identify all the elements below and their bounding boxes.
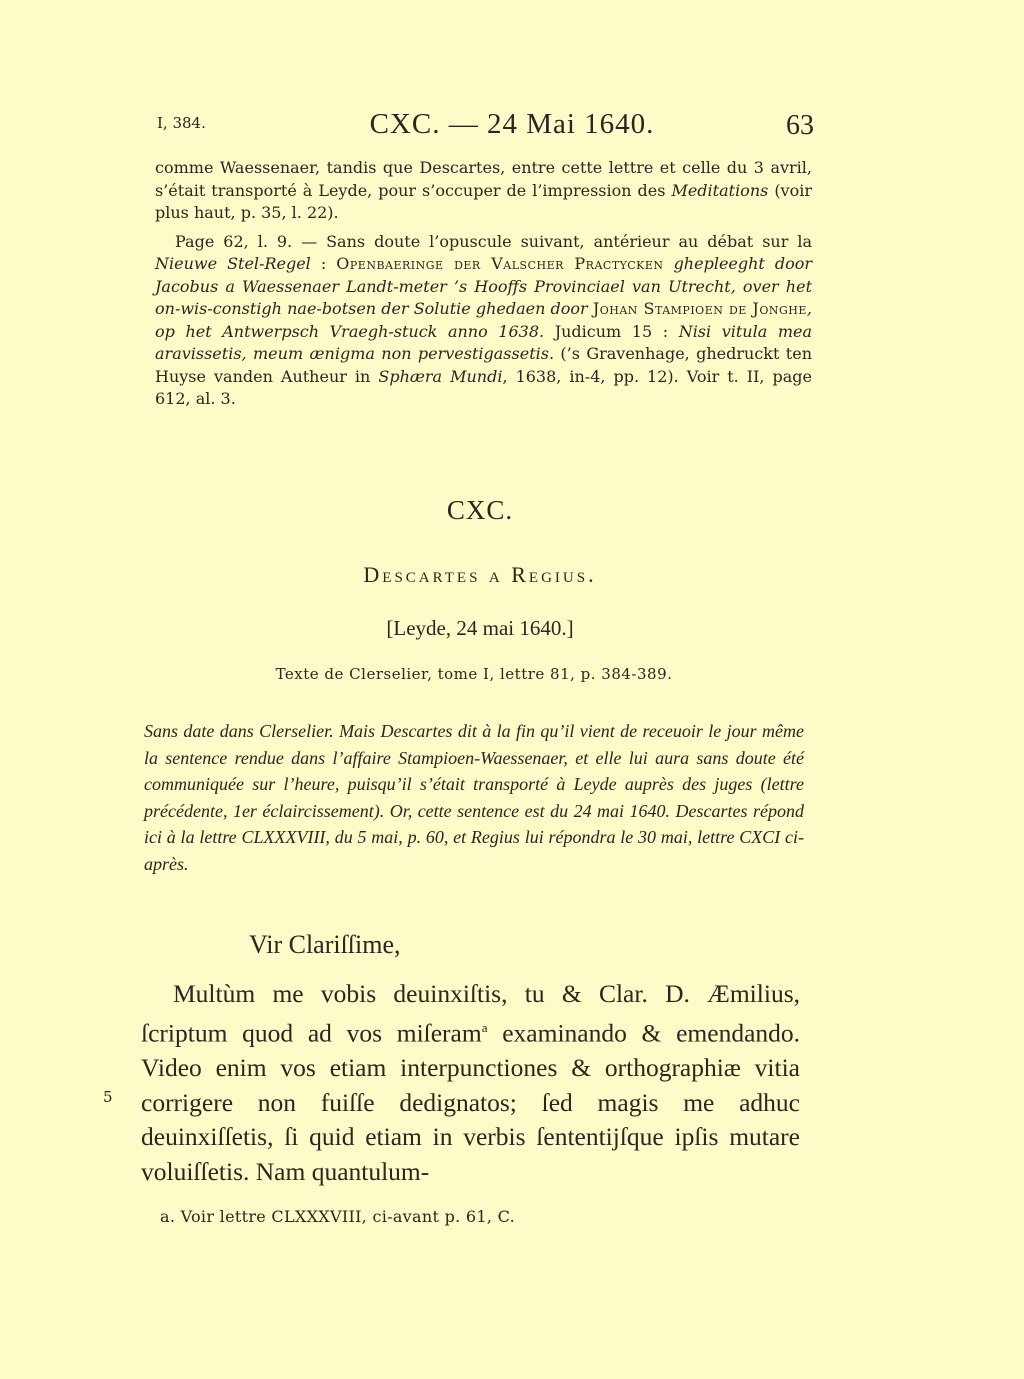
letter-salutation: Vir Clariſſime, [249,930,401,959]
page-number: 63 [786,110,814,141]
body-text-a: Multùm me vobis deuinxiſtis, tu & Clar. D. Æmilius, ſcriptum quod ad vos miſeram [141,979,800,1048]
note-2-e: ghepleeght door Jacobus a Waessenaer Landt-meter ’s Hooffs Provinciael van Utrecht, over het on-wis-constigh nae-botsen der Solutie ghedaen door [155,254,813,318]
note-2-f: Johan Stampioen de Jonghe [592,299,807,318]
letter-place-date: [Leyde, 24 mai 1640.] [386,616,574,640]
note-1-tail: (voir plus haut, p. 35, l. 22). [155,180,812,222]
editorial-intro: Sans date dans Clerselier. Mais Descartes dit à la fin qu’il vient de receuoir le jour même la sentence rendue dans l’affaire Stampioen-Waessenaer, et elle lui aura sans doute été communiquée sur l’heure, puisqu’il s’était transporté à Leyde auprès des juges (lettre précédente, 1er éclaircissement). Or, cette sentence est du 24 mai 1640. Descartes répond ici à la lettre CLXXXVIII, du 5 mai, p. 60, et Regius lui répondra le 30 mai, lettre CXCI ci-après. [144,721,804,874]
page-reference: I, 384. [157,114,206,132]
note-2-d: Openbaeringe der Valscher Practycken [336,254,664,273]
note-paragraph-2 [155,231,812,411]
letter-number: CXC. [446,495,514,525]
running-head [0,108,1024,148]
editorial-notes [155,157,812,411]
note-2-c: : [320,254,327,273]
body-paragraph [141,977,800,1189]
note-2-j: (’s Gravenhage, ghedruckt ten Huyse vanden Autheur in [155,344,812,386]
running-title: CXC. — 24 Mai 1640. [369,108,655,140]
note-2-l: , 1638, in-4, pp. 12). Voir t. II, page 612, al. 3. [155,366,813,408]
note-paragraph-1 [155,157,812,225]
note-2-i: Nisi vitula mea aravissetis, meum ænigma non pervestigassetis. [155,321,813,363]
footnote-marker: a [481,1020,488,1036]
note-2-h: Judicum 15 : [554,321,669,341]
letter-source: Texte de Clerselier, tome I, lettre 81, p. 384-389. [275,665,673,683]
footnote: a. Voir lettre CLXXXVIII, ci-avant p. 61, C. [160,1207,515,1226]
note-1-italic: Meditations [671,180,769,200]
margin-line-number: 5 [103,1088,113,1106]
note-2-b: Nieuwe Stel-Regel [155,254,311,273]
body-text-b: examinando & emendando. Video enim vos etiam interpunctiones & orthographiæ vitia corrigere non fuiſſe dedignatos; ſed magis me adhuc deuinxiſſetis, ſi quid etiam in verbis ſententijſque ipſis mutare voluiſſetis. Nam quantulum- [141,1018,801,1186]
note-2-a: Page 62, l. 9. — Sans doute l’opuscule suivant, antérieur au débat sur la [175,231,812,251]
note-2-g: , op het Antwerpsch Vraegh-stuck anno 1638. [155,299,812,341]
note-1-text: comme Waessenaer, tandis que Descartes, entre cette lettre et celle du 3 avril, s’était transporté à Leyde, pour s’occuper de l’impression des [155,158,812,200]
letter-title: Descartes a Regius. [363,562,597,587]
note-2-k: Sphæra Mundi [378,366,503,386]
letter-body [141,977,800,1189]
